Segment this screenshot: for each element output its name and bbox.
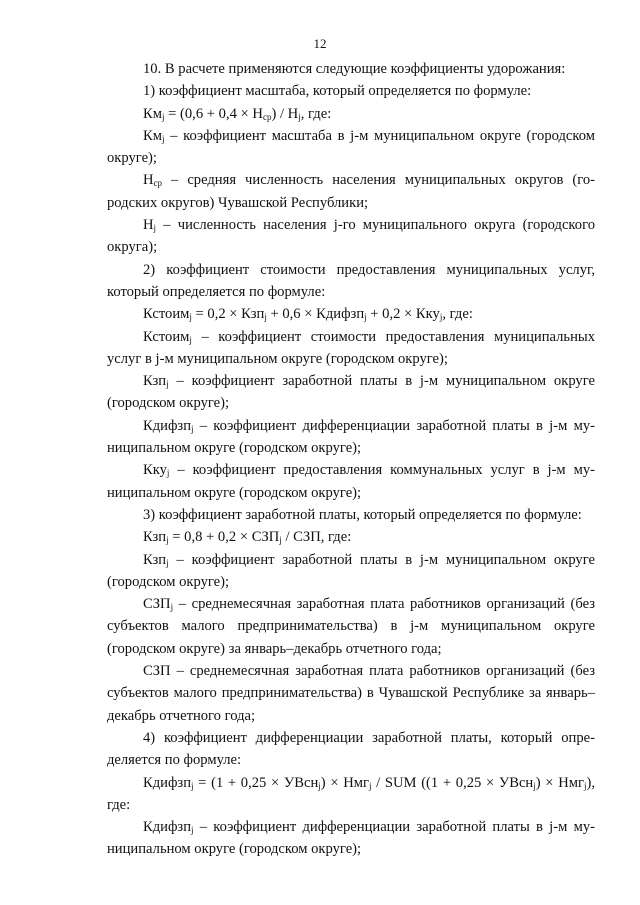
formula-wage-coefficient: $Кзп_j = 0,8 + 0,2 \times СЗП_j$ / СЗП, где: [143, 529, 352, 546]
formula-service-cost-coefficient: Кстоим$_j$ = 0,2 × Кзп$_j$ + 0,6 × Кдифзп$_j$ + 0,2 × Кку$_j$, где: [143, 306, 473, 323]
definition-kdifzp-repeat: Кдифзп$_j$ – коэффициент дифференциации заработной платы в j-м муниципальном округе (городском округе); [107, 819, 595, 858]
formula-wage-differentiation-coefficient: Кдифзп$_j$ = (1 + 0,25 × УВсн$_j$) × Нмг$_j$ / SUM ((1 + 0,25 × УВсн$_j$) × Нмг$_j$), где: [107, 774, 595, 813]
definition-kzp-repeat: Кзп$_j$ – коэффициент заработной платы в j-м муниципальном округе (городском округе); [107, 551, 595, 590]
definition-szp: СЗП – среднемесячная заработная плата работников организаций (без субъектов малого предпринимательства) в Чувашской Республике за январь–декабрь отчетного года; [107, 663, 595, 724]
paragraph-scale-coefficient: 1) коэффициент масштаба, который определяется по формуле: [143, 83, 532, 100]
definition-km: $Км_j$ – коэффициент масштаба в j-м муниципальном округе (городском округе); [107, 127, 595, 167]
paragraph-wage-coefficient: 3) коэффициент заработной платы, который определяется по формуле: [143, 506, 582, 523]
definition-kzp: Кзп$_j$ – коэффициент заработной платы в j-м муниципальном округе (городском округе); [107, 373, 595, 412]
page-number: 12 [313, 36, 327, 51]
definition-kstoim: Кстоим$_j$ – коэффициент стоимости предоставления муниципальных услуг в j-м муниципальном округе (городском округе); [107, 328, 595, 367]
definition-szp-j: $СЗП_j$ – среднемесячная заработная плата работников организаций (без субъектов малого предпринимательства) в j-м муниципальном округе (городском округе) за январь–декабрь отчетного года; [107, 596, 595, 657]
formula-scale-coefficient: $Км_j = (0,6 + 0,4 \times Н_{ср}) / Н_j$, где: [143, 105, 332, 122]
paragraph-wage-differentiation-coefficient: 4) коэффициент дифференциации заработной платы, который определяется по формуле: [107, 729, 595, 769]
document-body [107, 58, 595, 861]
definition-kdifzp: Кдифзп$_j$ – коэффициент дифференциации заработной платы в j-м муниципальном округе (городском округе); [107, 417, 595, 457]
paragraph-service-cost-coefficient: 2) коэффициент стоимости предоставления муниципальных услуг, который определяется по формуле: [107, 261, 595, 300]
definition-n-avg: $Н_{ср}$ – средняя численность населения муниципальных округов (городских округов) Чувашской Республики; [107, 172, 595, 211]
paragraph-item-10-heading: 10. В расчете применяются следующие коэффициенты удорожания: [143, 61, 566, 77]
definition-n-j: $Н_j$ – численность населения j-го муниципального округа (городского округа); [107, 217, 595, 256]
definition-kku: Кку$_j$ – коэффициент предоставления коммунальных услуг в j-м муниципальном округе (городском округе); [107, 462, 595, 501]
